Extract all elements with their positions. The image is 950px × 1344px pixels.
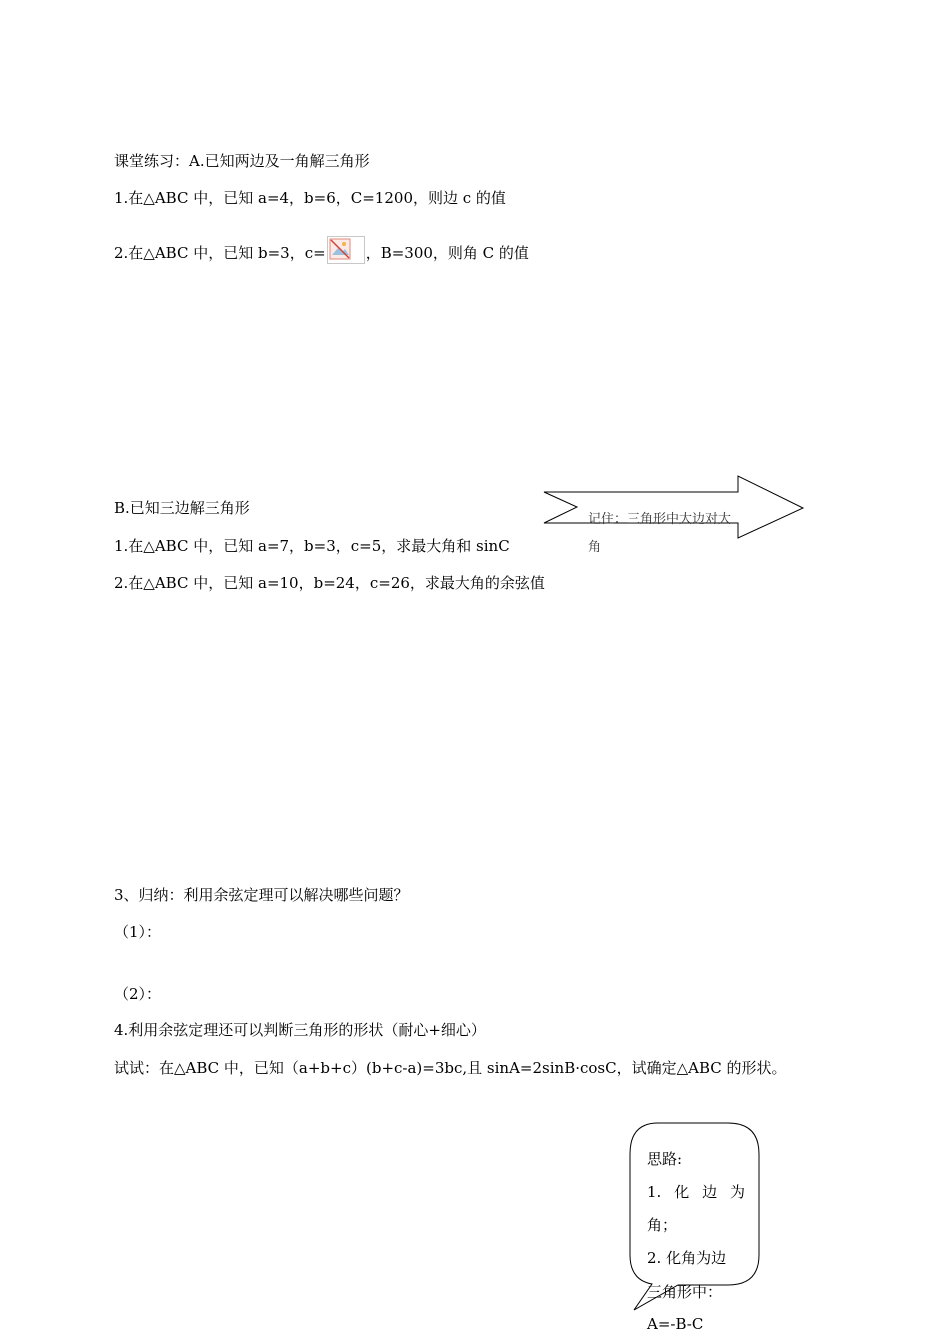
- broken-image-icon: [327, 236, 365, 264]
- summary-point-4: 4.利用余弦定理还可以判断三角形的形状（耐心+细心）: [114, 1021, 486, 1039]
- callout-formula: A=-B-C: [647, 1315, 704, 1333]
- summary-item-2: （2）：: [114, 985, 162, 1003]
- callout-step-1: [647, 1182, 745, 1202]
- arrow-note-line-2: 角: [588, 540, 602, 555]
- callout-step-1-part: 化: [674, 1183, 690, 1201]
- summary-heading: 3、归纳：利用余弦定理可以解决哪些问题？: [114, 886, 409, 904]
- callout-step-1-part: 1.: [647, 1183, 662, 1201]
- arrow-note: [588, 506, 768, 562]
- callout-step-1-continued: 角；: [647, 1216, 678, 1234]
- callout-title: 思路:: [647, 1150, 683, 1168]
- callout-step-1-part: 为: [729, 1183, 745, 1201]
- section-b-question-1: 1.在△ABC 中，已知 a=7，b=3，c=5，求最大角和 sinC: [114, 537, 510, 555]
- callout-step-2: 2. 化角为边: [647, 1249, 727, 1267]
- summary-item-1: （1）：: [114, 923, 162, 941]
- summary-try: 试试：在△ABC 中，已知（a+b+c）(b+c-a)=3bc,且 sinA=2sinB·cosC，试确定△ABC 的形状。: [114, 1059, 787, 1077]
- section-b-question-2: 2.在△ABC 中，已知 a=10，b=24，c=26，求最大角的余弦值: [114, 574, 545, 592]
- practice-question-2-start: 2.在△ABC 中，已知 b=3，c=: [114, 244, 326, 262]
- practice-question-2-end: ，B=300，则角 C 的值: [365, 244, 529, 262]
- callout-step-1-part: 边: [702, 1183, 718, 1201]
- callout-triangle-note: 三角形中：: [647, 1283, 723, 1301]
- practice-question-1: 1.在△ABC 中，已知 a=4，b=6，C=1200，则边 c 的值: [114, 189, 506, 207]
- arrow-note-line-1: 记住：三角形中大边对大: [588, 512, 732, 527]
- practice-heading: 课堂练习：A.已知两边及一角解三角形: [114, 152, 370, 170]
- section-b-heading: B.已知三边解三角形: [114, 499, 250, 517]
- practice-question-2: [114, 236, 529, 264]
